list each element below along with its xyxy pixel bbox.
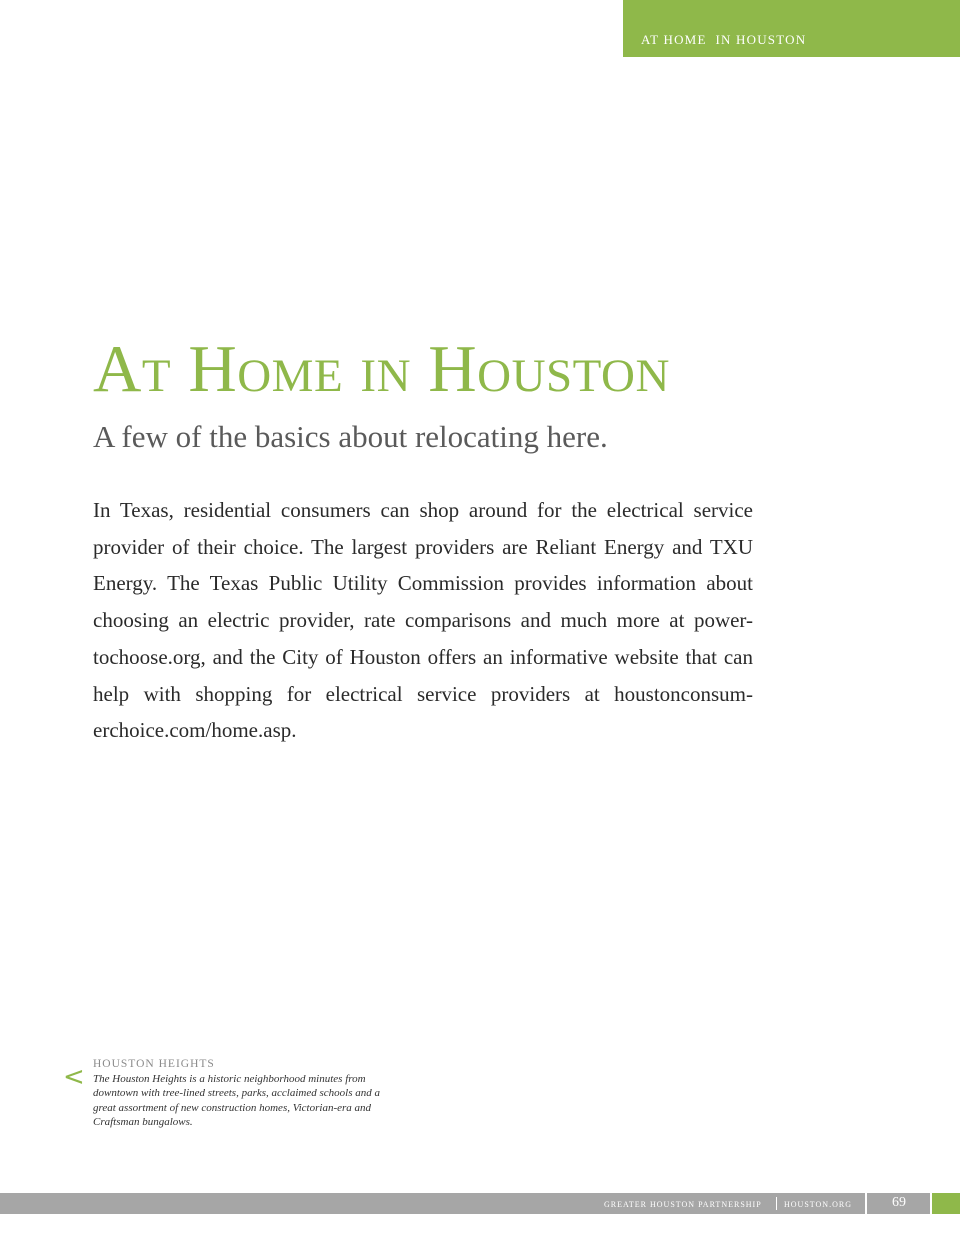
section-header-label: AT HOME IN HOUSTON	[641, 32, 807, 47]
caption-text: The Houston Heights is a historic neighborhood minutes from downtown with tree-lined streets, parks, acclaimed schools and a great assortment of new construction homes, Victorian-era and Craftsman bungalows.	[93, 1073, 380, 1128]
footer-separator	[865, 1193, 867, 1214]
page-subtitle: A few of the basics about relocating here.	[93, 419, 608, 454]
caption-heading: HOUSTON HEIGHTS	[93, 1058, 215, 1070]
footer-divider	[776, 1197, 777, 1210]
footer-website: HOUSTON.ORG	[784, 1200, 852, 1209]
footer-bar	[0, 1193, 930, 1214]
section-header-tab	[623, 0, 960, 57]
page-number: 69	[892, 1195, 906, 1210]
page-title: At Home in Houston	[93, 332, 670, 406]
footer-accent-block	[932, 1193, 960, 1214]
footer-organization: GREATER HOUSTON PARTNERSHIP	[604, 1200, 762, 1209]
body-paragraph: In Texas, residential consumers can shop around for the electrical service provider of their choice. The largest providers are Reliant Energy and TXU Energy. The Texas Public Utility Commission provides information about choosing an electric provider, rate comparisons and much more at power-tochoose.org, and the City of Houston offers an informative website that can help with shopping for electrical service providers at houstonconsum-erchoice.com/home.asp.	[93, 498, 753, 743]
caption-pointer-icon: <	[63, 1062, 85, 1092]
